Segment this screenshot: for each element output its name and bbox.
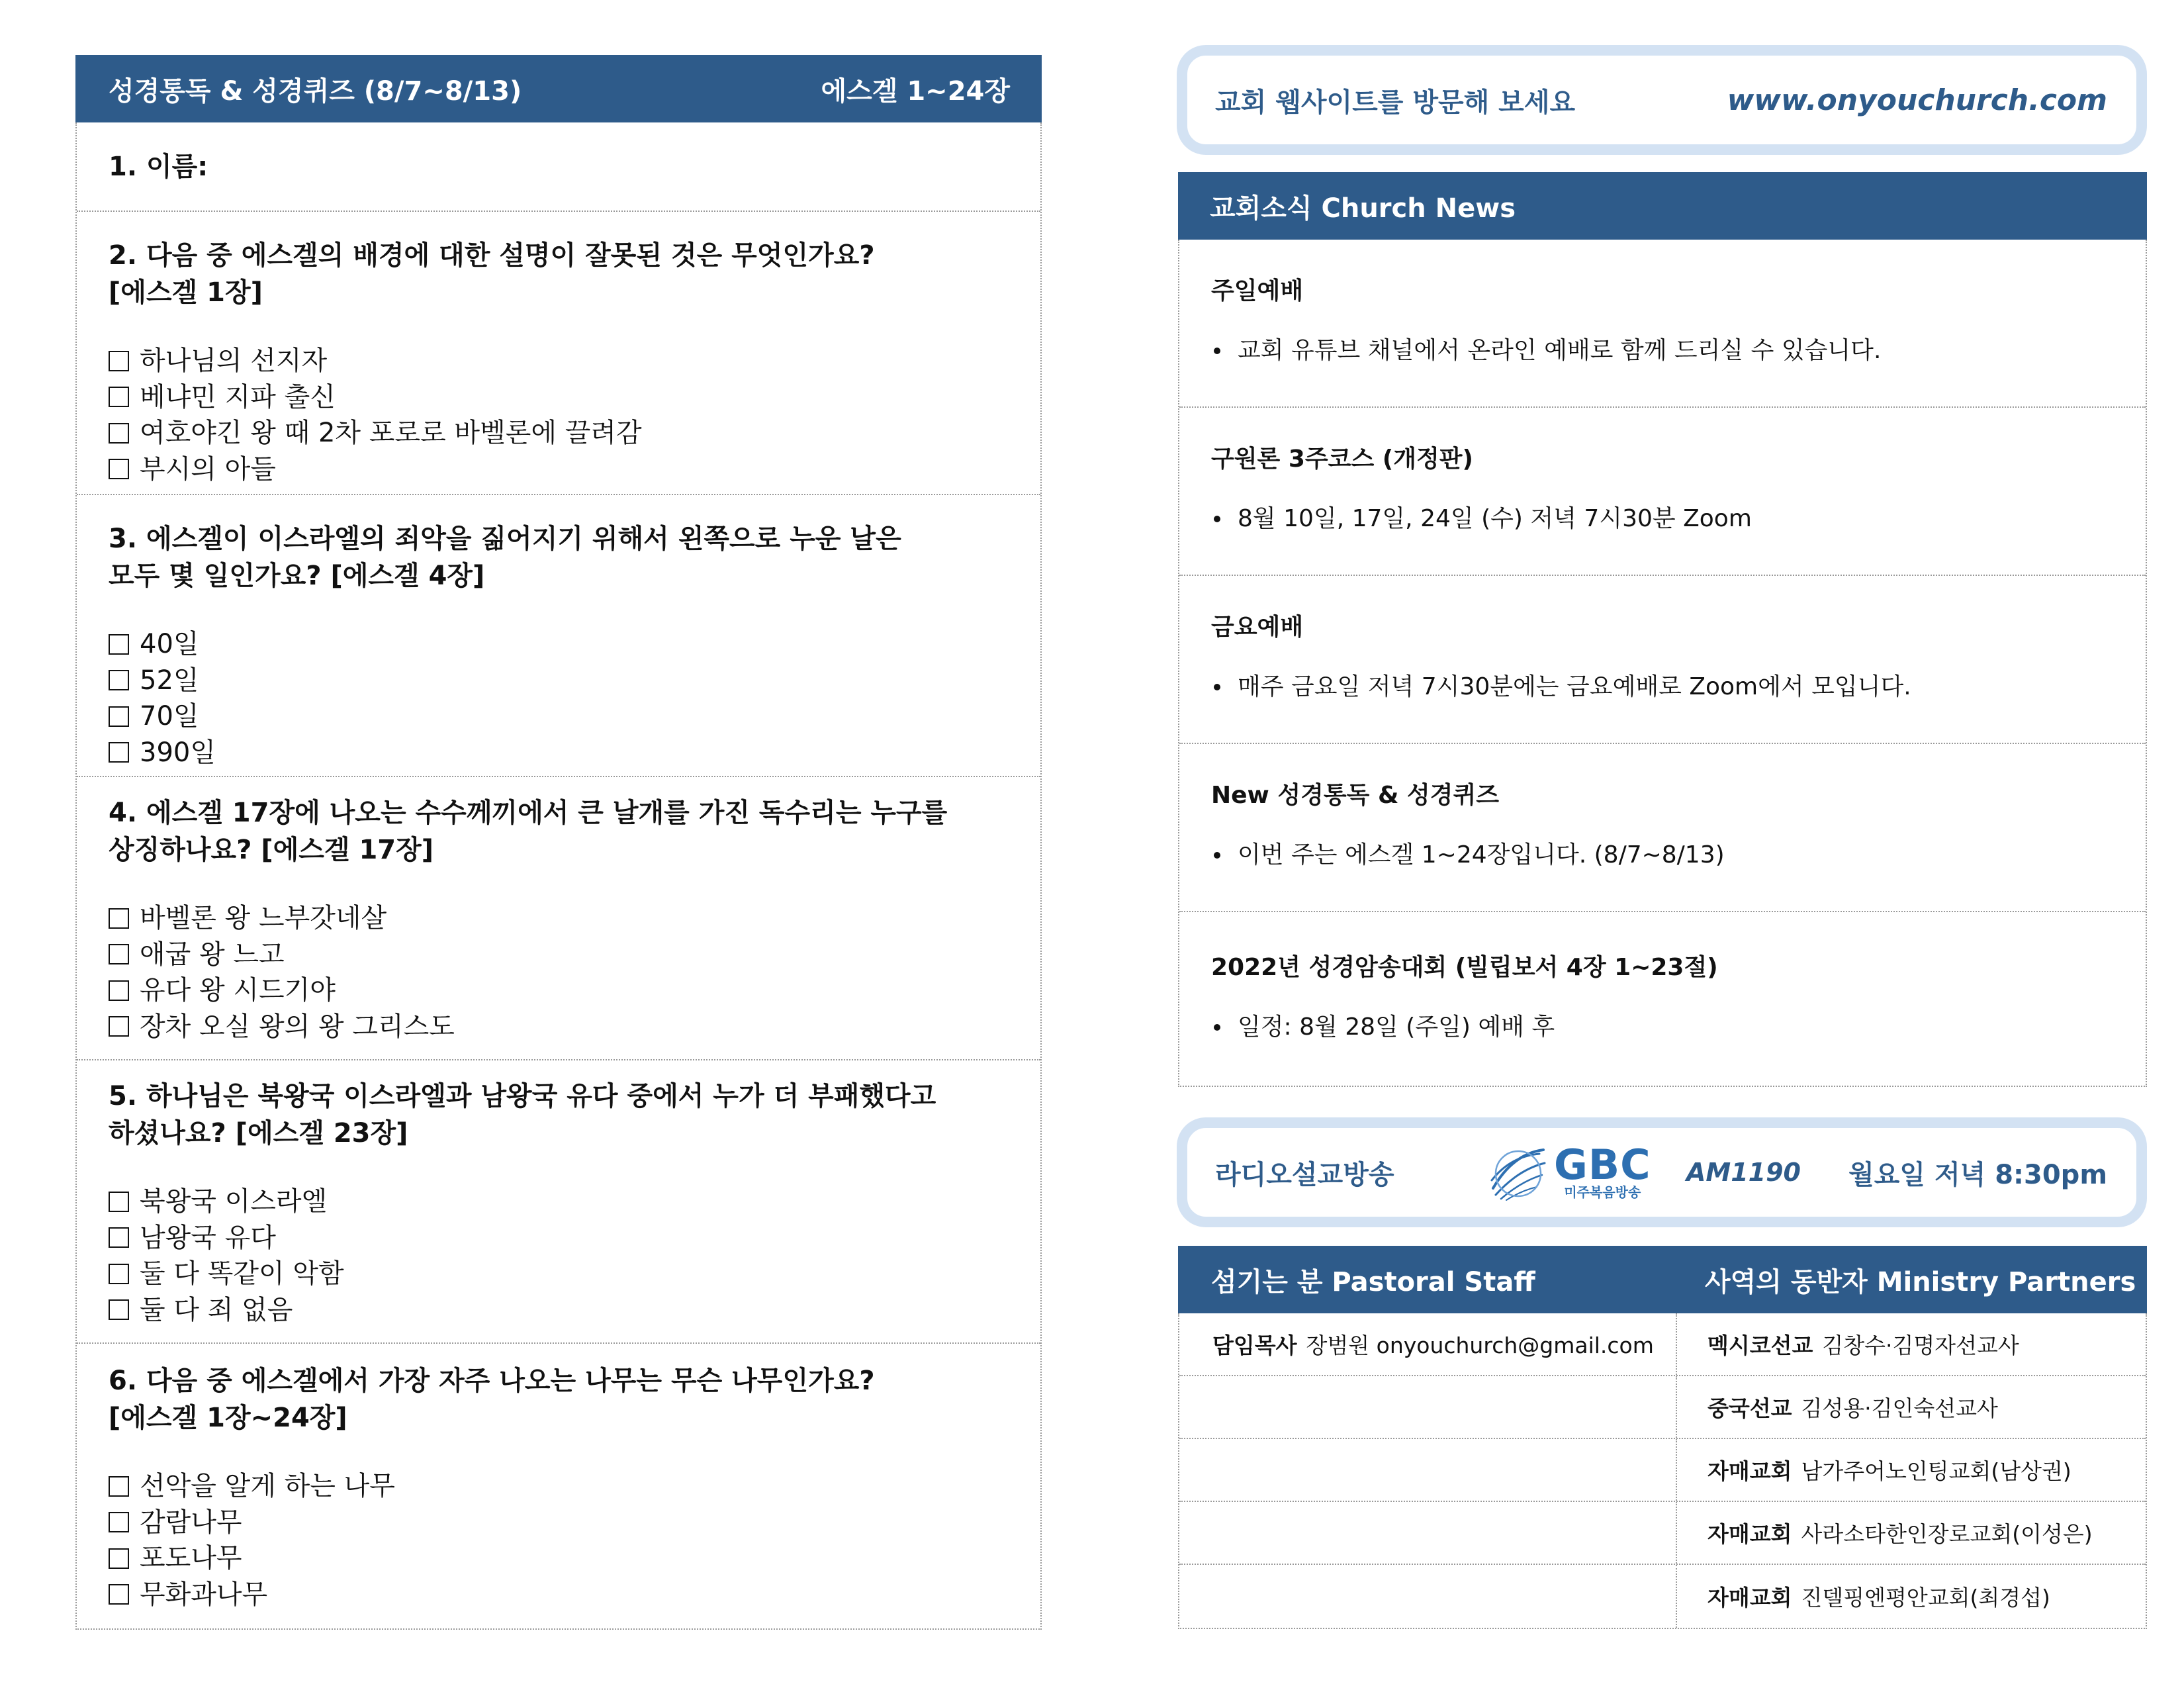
checkbox[interactable] xyxy=(109,1192,129,1212)
staff-header xyxy=(1178,1246,2147,1313)
option[interactable] xyxy=(109,972,1009,1009)
partner-cell xyxy=(1677,1502,2146,1564)
checkbox[interactable] xyxy=(109,670,129,690)
checkbox[interactable] xyxy=(109,706,129,727)
option-label: 감람나무 xyxy=(140,1507,242,1538)
option[interactable] xyxy=(109,1256,1009,1292)
partner-role: 자매교회 xyxy=(1707,1458,1792,1484)
radio-frequency: AM1190 xyxy=(1686,1158,1801,1187)
option-label: 포도나무 xyxy=(140,1543,242,1573)
bullet-icon xyxy=(1214,348,1220,354)
bullet-icon xyxy=(1214,684,1220,690)
news-text-label: 매주 금요일 저녁 7시30분에는 금요예배로 Zoom에서 모입니다. xyxy=(1238,673,1911,700)
website-link[interactable]: www.onyouchurch.com xyxy=(1727,83,2107,117)
option[interactable] xyxy=(109,626,1009,663)
option-label: 부시의 아들 xyxy=(140,453,276,485)
gbc-logo-subtext: 미주복음방송 xyxy=(1564,1184,1641,1200)
news-item xyxy=(1179,912,2146,1086)
question-text: [에스겔 1장~24장] xyxy=(109,1403,347,1433)
option[interactable] xyxy=(109,937,1009,973)
partner-cell xyxy=(1677,1313,2146,1375)
checkbox[interactable] xyxy=(109,742,129,763)
question-text: 6. 다음 중 에스겔에서 가장 자주 나오는 나무는 무슨 나무인가요? xyxy=(109,1366,875,1396)
option-list xyxy=(109,626,1009,771)
option-label: 40일 xyxy=(140,629,199,659)
news-text-label: 8월 10일, 17일, 24일 (수) 저녁 7시30분 Zoom xyxy=(1238,505,1752,532)
ministry-partners-heading: 사역의 동반자 Ministry Partners xyxy=(1705,1266,2136,1297)
question-text: 모두 몇 일인가요? [에스겔 4장] xyxy=(109,561,485,591)
staff-row xyxy=(1179,1565,2146,1628)
staff-table xyxy=(1178,1313,2147,1629)
option[interactable] xyxy=(109,451,1009,488)
checkbox[interactable] xyxy=(109,387,129,407)
name-question xyxy=(77,122,1040,212)
checkbox[interactable] xyxy=(109,634,129,655)
checkbox[interactable] xyxy=(109,1264,129,1284)
name-prompt: 1. 이름: xyxy=(109,151,208,182)
checkbox[interactable] xyxy=(109,423,129,444)
checkbox[interactable] xyxy=(109,1227,129,1248)
checkbox[interactable] xyxy=(109,1016,129,1037)
option-label: 70일 xyxy=(140,701,199,731)
partner-cell xyxy=(1677,1376,2146,1438)
staff-panel xyxy=(1178,1246,2147,1629)
option-label: 여호야긴 왕 때 2차 포로로 바벨론에 끌려감 xyxy=(140,418,642,448)
option-label: 애굽 왕 느고 xyxy=(140,939,285,970)
partner-name: 진델핑엔평안교회(최경섭) xyxy=(1801,1585,2050,1611)
question-text: 3. 에스겔이 이스라엘의 죄악을 짊어지기 위해서 왼쪽으로 누운 날은 xyxy=(109,524,901,554)
news-title: 구원론 3주코스 (개정판) xyxy=(1211,445,1474,473)
option[interactable] xyxy=(109,1220,1009,1256)
question-4 xyxy=(77,777,1040,1060)
question-3 xyxy=(77,495,1040,777)
option-label: 390일 xyxy=(140,737,216,768)
news-title: 2022년 성경암송대회 (빌립보서 4장 1~23절) xyxy=(1211,954,1718,981)
checkbox[interactable] xyxy=(109,459,129,479)
option-label: 무화과나무 xyxy=(140,1579,268,1610)
question-6 xyxy=(77,1344,1040,1628)
option[interactable] xyxy=(109,415,1009,451)
partner-role: 자매교회 xyxy=(1707,1521,1792,1547)
option-label: 장차 오실 왕의 왕 그리스도 xyxy=(140,1011,455,1042)
website-banner xyxy=(1177,45,2147,155)
staff-name: 장범원 onyouchurch@gmail.com xyxy=(1306,1333,1654,1358)
partner-cell xyxy=(1677,1439,2146,1501)
checkbox[interactable] xyxy=(109,1512,129,1532)
bible-quiz-panel xyxy=(75,55,1042,1630)
question-2 xyxy=(77,212,1040,495)
checkbox[interactable] xyxy=(109,944,129,964)
option[interactable] xyxy=(109,1009,1009,1045)
option-label: 둘 다 똑같이 악함 xyxy=(140,1258,344,1289)
option[interactable] xyxy=(109,1505,1009,1541)
news-header: 교회소식 Church News xyxy=(1178,172,2147,240)
option[interactable] xyxy=(109,1577,1009,1613)
partner-name: 남가주어노인팅교회(남상권) xyxy=(1801,1458,2071,1484)
option-label: 둘 다 죄 없음 xyxy=(140,1294,293,1325)
quiz-range: 에스겔 1~24장 xyxy=(821,75,1010,107)
quiz-body xyxy=(75,122,1042,1630)
news-text-label: 교회 유튜브 채널에서 온라인 예배로 함께 드리실 수 있습니다. xyxy=(1238,337,1882,364)
news-item xyxy=(1179,576,2146,744)
option-label: 선악을 알게 하는 나무 xyxy=(140,1471,395,1501)
news-text xyxy=(1211,1013,2114,1042)
news-item xyxy=(1179,240,2146,408)
news-text-label: 일정: 8월 28일 (주일) 예배 후 xyxy=(1238,1013,1555,1041)
option-label: 52일 xyxy=(140,665,199,696)
pastoral-staff-heading: 섬기는 분 Pastoral Staff xyxy=(1211,1266,1535,1297)
partner-name: 사라소타한인장로교회(이성은) xyxy=(1801,1521,2093,1547)
option-label: 베냐민 지파 출신 xyxy=(140,381,336,412)
option[interactable] xyxy=(109,1468,1009,1505)
partner-role: 멕시코선교 xyxy=(1707,1333,1813,1358)
quiz-header xyxy=(75,55,1042,122)
gbc-wordmark xyxy=(1554,1141,1651,1200)
option-list xyxy=(109,1468,1009,1613)
partner-role: 중국선교 xyxy=(1707,1395,1792,1421)
option[interactable] xyxy=(109,1540,1009,1577)
checkbox[interactable] xyxy=(109,1584,129,1605)
checkbox[interactable] xyxy=(109,351,129,371)
question-text: 하셨나요? [에스겔 23장] xyxy=(109,1118,408,1149)
news-item xyxy=(1179,744,2146,912)
gbc-logo xyxy=(1486,1141,1678,1204)
option-label: 유다 왕 시드기야 xyxy=(140,975,336,1006)
bullet-icon xyxy=(1214,1024,1220,1031)
checkbox[interactable] xyxy=(109,1548,129,1569)
question-text: 상징하나요? [에스겔 17장] xyxy=(109,835,434,865)
option[interactable] xyxy=(109,735,1009,771)
news-title: 주일예배 xyxy=(1211,277,1304,305)
question-text: 4. 에스겔 17장에 나오는 수수께끼에서 큰 날개를 가진 독수리는 누구를 xyxy=(109,798,948,828)
staff-role: 담임목사 xyxy=(1212,1333,1297,1358)
checkbox[interactable] xyxy=(109,908,129,929)
partner-cell xyxy=(1677,1565,2146,1628)
church-news-panel xyxy=(1178,172,2147,1087)
partner-name: 김창수·김명자선교사 xyxy=(1822,1333,2019,1358)
option[interactable] xyxy=(109,698,1009,735)
globe-swoosh-icon xyxy=(1486,1141,1550,1204)
staff-cell xyxy=(1179,1376,1677,1438)
partner-role: 자매교회 xyxy=(1707,1585,1792,1611)
option-label: 하나님의 선지자 xyxy=(140,346,328,376)
option-label: 남왕국 유다 xyxy=(140,1222,276,1253)
news-item xyxy=(1179,408,2146,576)
option-list xyxy=(109,900,1009,1045)
quiz-title: 성경통독 & 성경퀴즈 (8/7~8/13) xyxy=(109,75,522,107)
option[interactable] xyxy=(109,379,1009,416)
staff-cell xyxy=(1179,1313,1677,1375)
staff-cell xyxy=(1179,1502,1677,1564)
option[interactable] xyxy=(109,1184,1009,1220)
question-5 xyxy=(77,1060,1040,1344)
news-text xyxy=(1211,504,2114,534)
option-label: 북왕국 이스라엘 xyxy=(140,1186,328,1217)
question-text: [에스겔 1장] xyxy=(109,277,263,308)
news-text xyxy=(1211,336,2114,365)
news-text-label: 이번 주는 에스겔 1~24장입니다. (8/7~8/13) xyxy=(1238,841,1725,868)
bullet-icon xyxy=(1214,516,1220,522)
radio-label: 라디오설교방송 xyxy=(1215,1159,1394,1190)
news-title: New 성경통독 & 성경퀴즈 xyxy=(1211,782,1500,809)
staff-row xyxy=(1179,1439,2146,1502)
option-list xyxy=(109,1184,1009,1328)
checkbox[interactable] xyxy=(109,980,129,1001)
gbc-logo-text: GBC xyxy=(1554,1141,1651,1189)
news-list xyxy=(1178,240,2147,1087)
question-text: 5. 하나님은 북왕국 이스라엘과 남왕국 유다 중에서 누가 더 부패했다고 xyxy=(109,1081,936,1111)
checkbox[interactable] xyxy=(109,1299,129,1320)
option[interactable] xyxy=(109,900,1009,937)
staff-row xyxy=(1179,1502,2146,1565)
website-label: 교회 웹사이트를 방문해 보세요 xyxy=(1215,87,1576,118)
staff-cell xyxy=(1179,1439,1677,1501)
staff-row xyxy=(1179,1376,2146,1439)
news-text xyxy=(1211,841,2114,870)
option[interactable] xyxy=(109,1292,1009,1329)
news-title: 금요예배 xyxy=(1211,614,1304,641)
question-text: 2. 다음 중 에스겔의 배경에 대한 설명이 잘못된 것은 무엇인가요? xyxy=(109,240,875,271)
checkbox[interactable] xyxy=(109,1476,129,1497)
radio-time: 월요일 저녁 8:30pm xyxy=(1848,1159,2107,1190)
option[interactable] xyxy=(109,663,1009,699)
staff-cell xyxy=(1179,1565,1677,1628)
bullet-icon xyxy=(1214,852,1220,859)
option-label: 바벨론 왕 느부갓네살 xyxy=(140,903,387,933)
radio-banner xyxy=(1177,1117,2147,1227)
option-list xyxy=(109,343,1009,487)
staff-row xyxy=(1179,1313,2146,1376)
option[interactable] xyxy=(109,343,1009,379)
partner-name: 김성용·김인숙선교사 xyxy=(1801,1395,1998,1421)
news-text xyxy=(1211,673,2114,702)
